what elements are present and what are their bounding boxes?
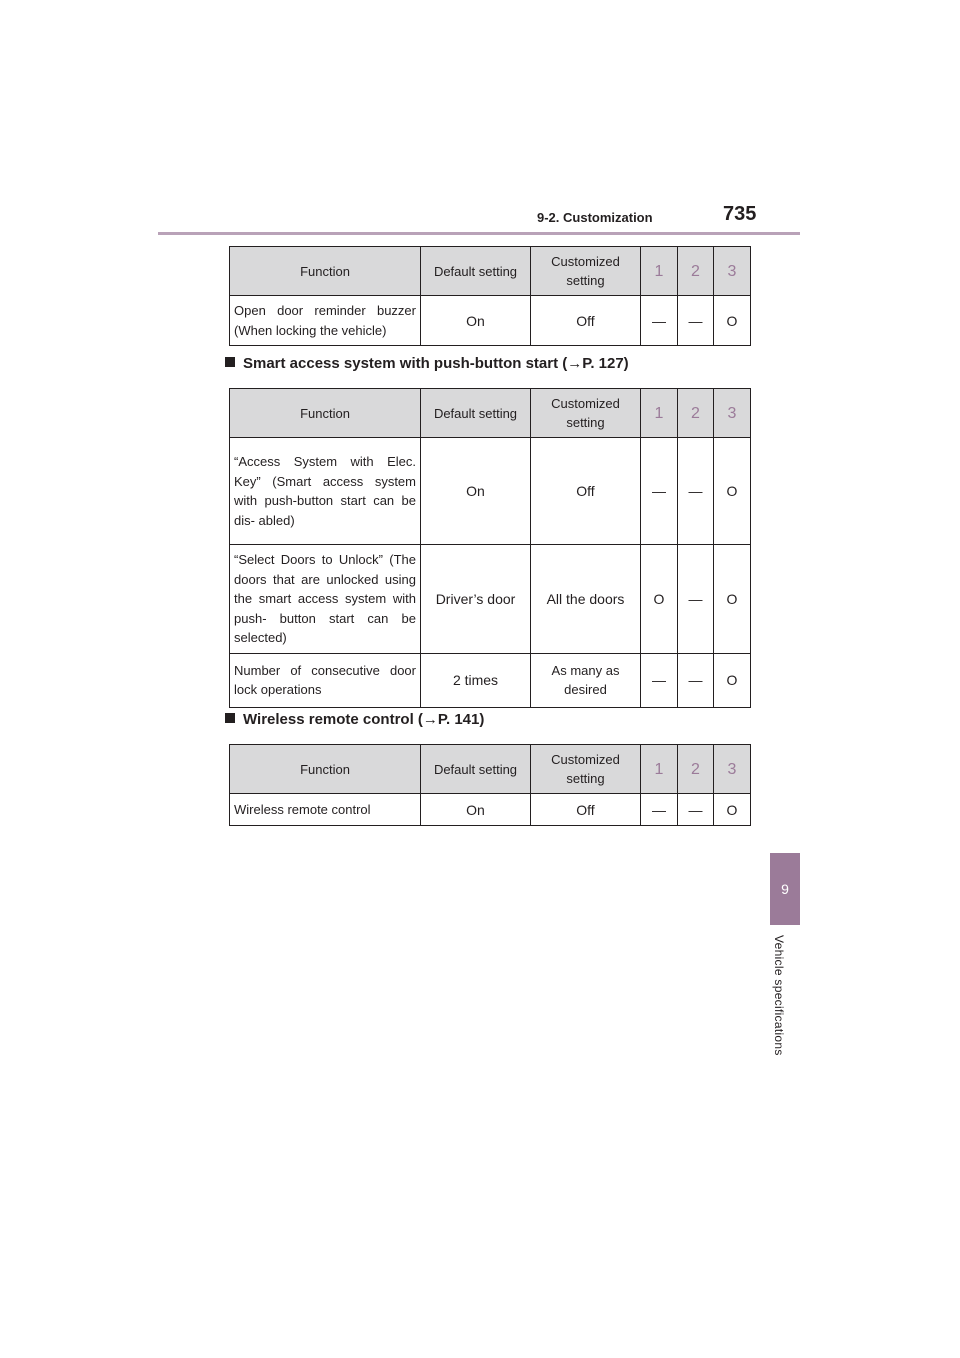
col-customized: Customized setting — [531, 389, 641, 438]
chapter-title: Vehicle specifications — [772, 935, 786, 1056]
cell-3: O — [714, 794, 751, 826]
col-default: Default setting — [421, 389, 531, 438]
cell-customized: All the doors — [531, 545, 641, 654]
cell-function: Number of consecutive door lock operations — [230, 653, 421, 707]
section-label: 9-2. Customization — [537, 210, 653, 225]
cell-1: O — [641, 545, 678, 654]
table-smart-access — [229, 388, 751, 708]
col-customized: Customized setting — [531, 247, 641, 296]
header-rule — [158, 232, 800, 235]
cell-default: On — [421, 296, 531, 346]
col-1: 1 — [641, 389, 678, 438]
cell-2: — — [678, 438, 714, 545]
col-customized: Customized setting — [531, 745, 641, 794]
cell-default: On — [421, 794, 531, 826]
cell-2: — — [678, 653, 714, 707]
table-row — [230, 438, 751, 545]
col-3: 3 — [714, 745, 751, 794]
col-function: Function — [230, 745, 421, 794]
col-function: Function — [230, 389, 421, 438]
cell-3: O — [714, 545, 751, 654]
cell-2: — — [678, 545, 714, 654]
cell-customized: Off — [531, 296, 641, 346]
cell-2: — — [678, 794, 714, 826]
col-default: Default setting — [421, 745, 531, 794]
bullet-square-icon — [225, 713, 235, 723]
table-header-row — [230, 745, 751, 794]
col-3: 3 — [714, 389, 751, 438]
cell-function: Open door reminder buzzer (When locking the vehicle) — [230, 296, 421, 346]
table-row — [230, 653, 751, 707]
table-open-door-reminder — [229, 246, 751, 346]
table-row — [230, 794, 751, 826]
cell-default: On — [421, 438, 531, 545]
cell-default: 2 times — [421, 653, 531, 707]
col-1: 1 — [641, 247, 678, 296]
table-header-row — [230, 247, 751, 296]
cell-3: O — [714, 653, 751, 707]
cell-3: O — [714, 438, 751, 545]
cell-customized: Off — [531, 438, 641, 545]
col-3: 3 — [714, 247, 751, 296]
cell-1: — — [641, 296, 678, 346]
cell-3: O — [714, 296, 751, 346]
page-number: 735 — [723, 203, 757, 225]
heading-smart-access — [225, 355, 629, 372]
cell-function: “Select Doors to Unlock” (The doors that are unlocked using the smart access system with push- button start can be selected) — [230, 545, 421, 654]
cell-function: “Access System with Elec. Key” (Smart access system with push-button start can be dis- abled) — [230, 438, 421, 545]
table-header-row — [230, 389, 751, 438]
cell-customized: As many as desired — [531, 653, 641, 707]
cell-1: — — [641, 794, 678, 826]
chapter-tab: 9 — [770, 853, 800, 925]
cell-function: Wireless remote control — [230, 794, 421, 826]
col-2: 2 — [678, 745, 714, 794]
heading-wireless-remote — [225, 711, 484, 728]
heading-text: Smart access system with push-button start (→P. 127) — [243, 355, 629, 372]
table-row — [230, 296, 751, 346]
table-row — [230, 545, 751, 654]
cell-customized: Off — [531, 794, 641, 826]
col-1: 1 — [641, 745, 678, 794]
col-function: Function — [230, 247, 421, 296]
cell-2: — — [678, 296, 714, 346]
table-wireless-remote — [229, 744, 751, 826]
col-default: Default setting — [421, 247, 531, 296]
cell-1: — — [641, 438, 678, 545]
cell-default: Driver’s door — [421, 545, 531, 654]
bullet-square-icon — [225, 357, 235, 367]
col-2: 2 — [678, 247, 714, 296]
cell-1: — — [641, 653, 678, 707]
heading-text: Wireless remote control (→P. 141) — [243, 711, 485, 728]
col-2: 2 — [678, 389, 714, 438]
